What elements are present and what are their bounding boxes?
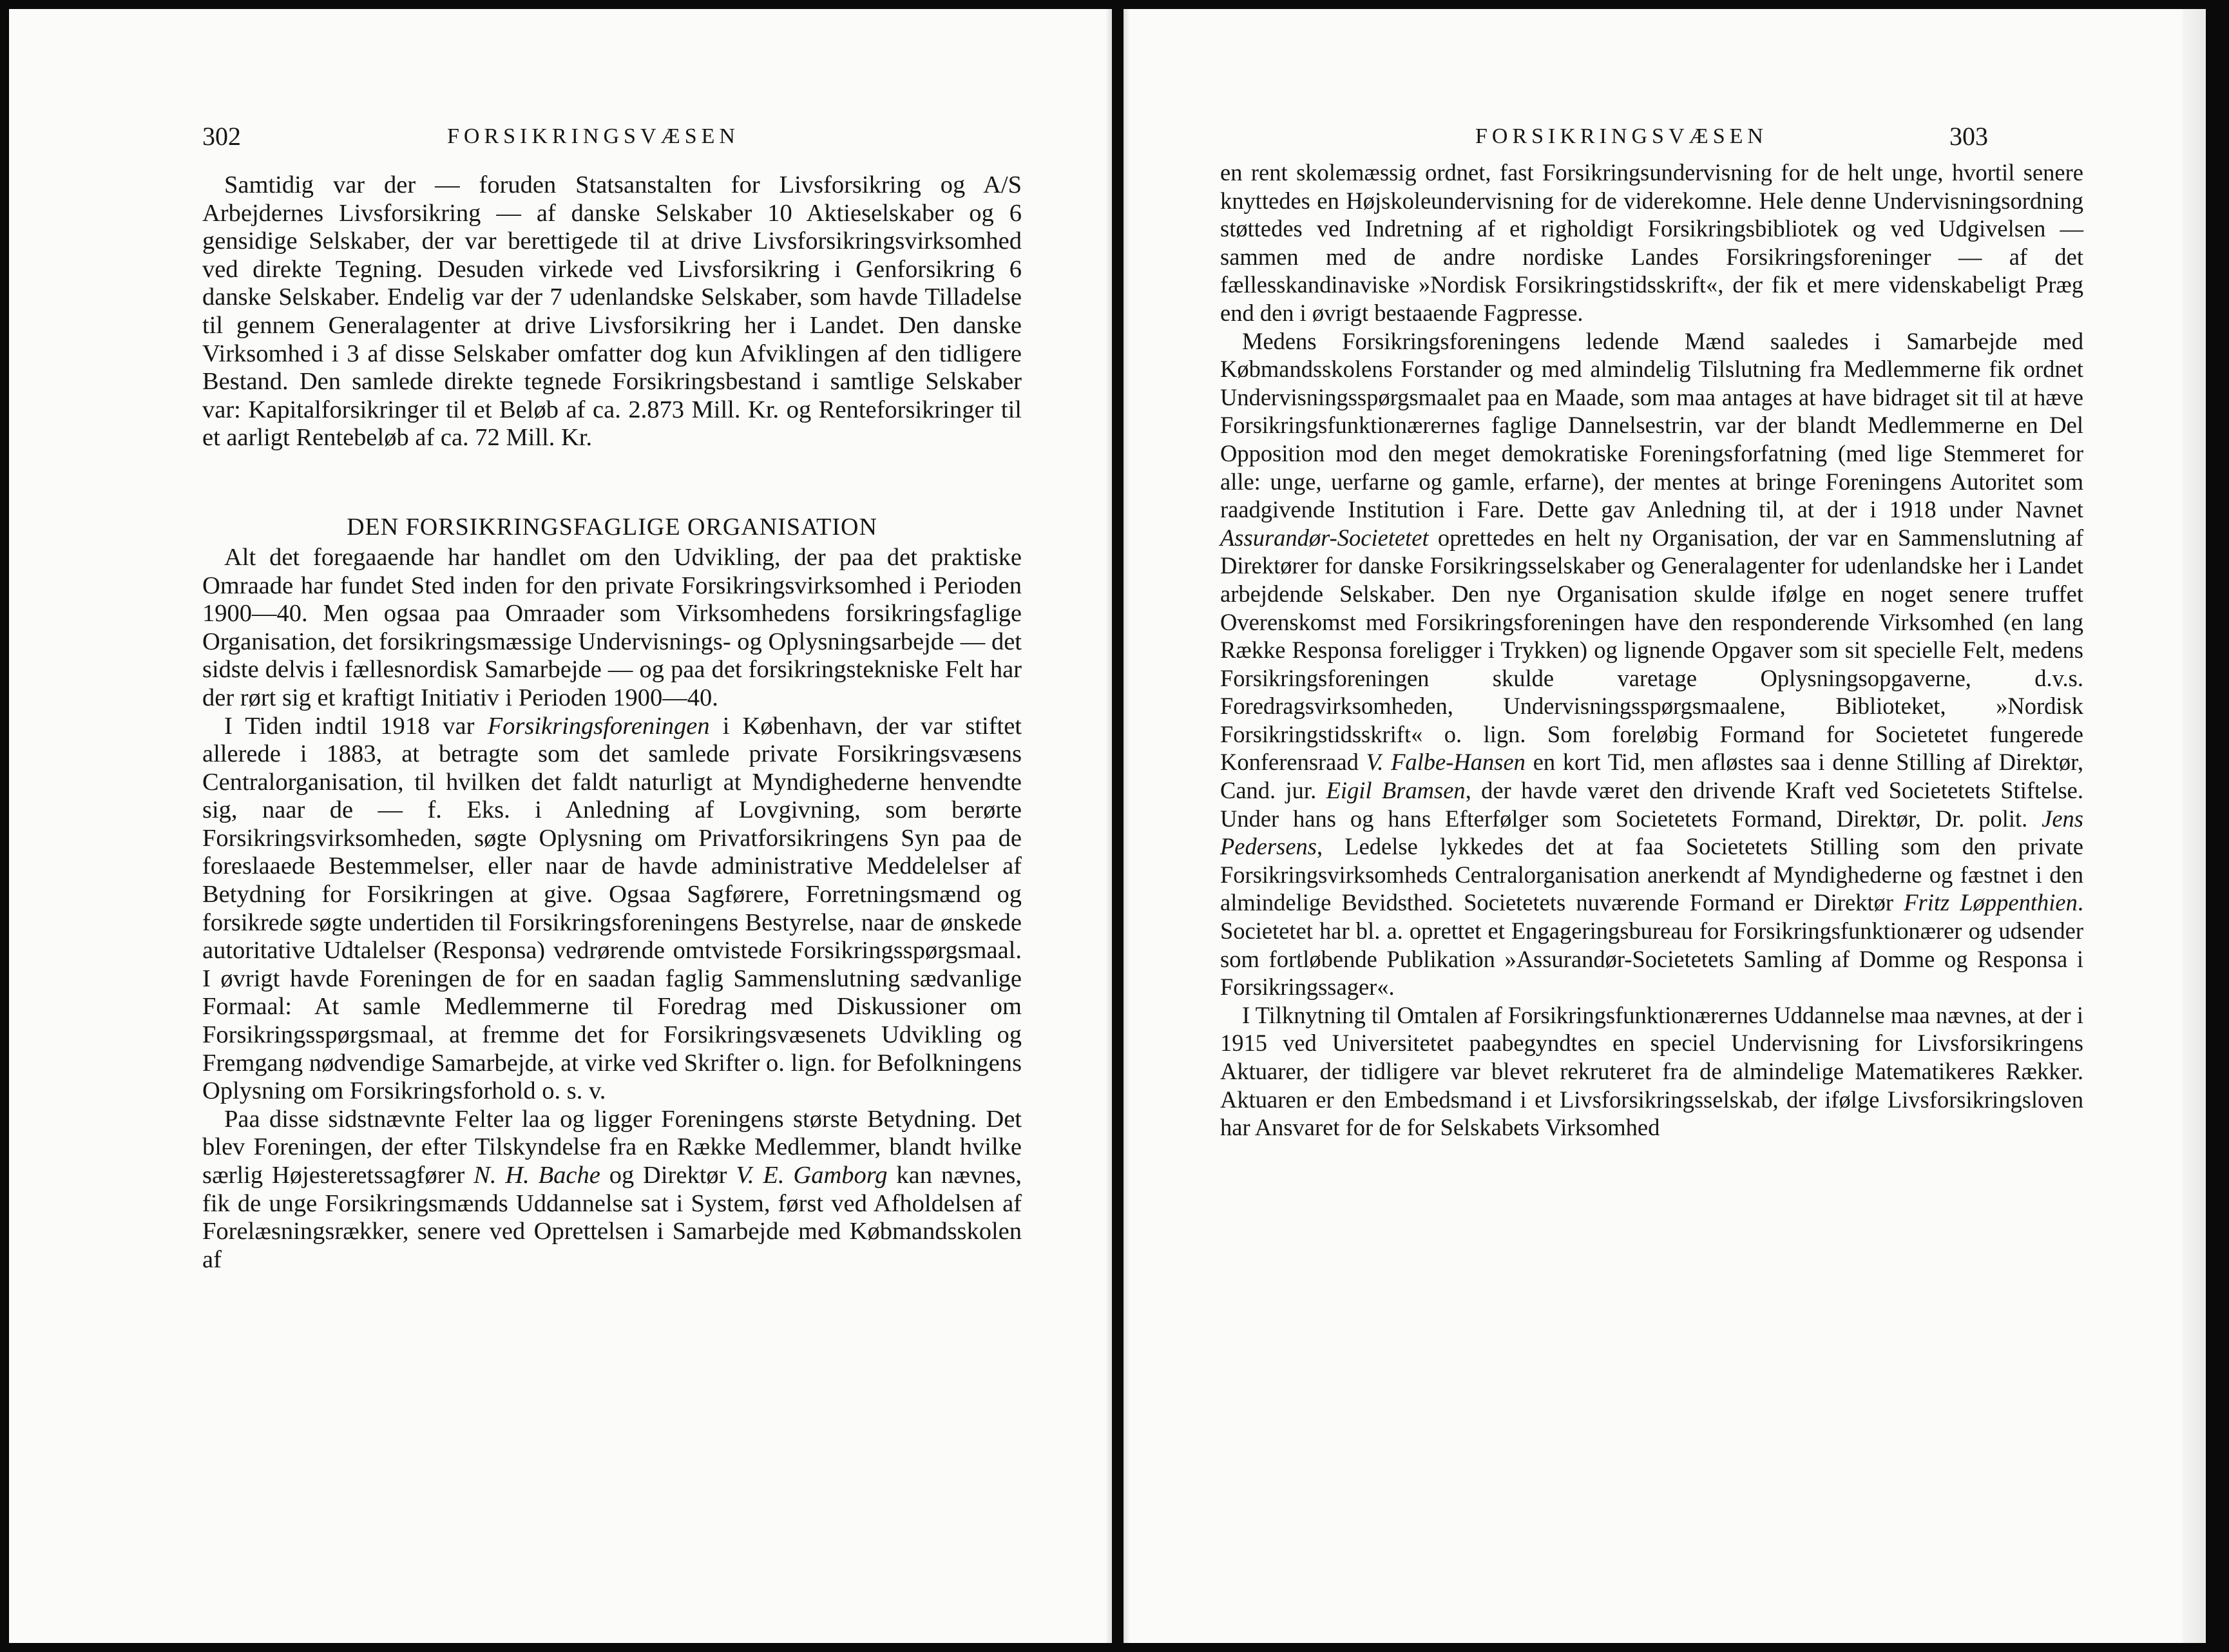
text-run: Paa disse sidstnævnte Felter laa og ligger Foreningens største Betydning. Det blev Foreningen, der efter Tilskyndelse fra en Række Medlemmer, blandt hvilke særlig Højesteretssagfører (202, 1105, 1022, 1189)
page-number: 302 (202, 122, 241, 151)
paragraph (202, 1106, 1022, 1274)
intro-paragraph: Samtidig var der — foruden Statsanstalten for Livsforsikring og A/S Arbejdernes Livsforsikring — af danske Selskaber 10 Aktieselskaber og 6 gensidige Selskaber, der var berettigede til at drive Livsforsikringsvirksomhed ved direkte Tegning. Desuden virkede ved Livsforsikring i Genforsikring 6 danske Selskaber. Endelig var der 7 udenlandske Selskaber, som havde Tilladelse til gennem Generalagenter at drive Livsforsikring her i Landet. Den danske Virksomhed i 3 af disse Selskaber omfatter dog kun Afviklingen af den tidligere Bestand. Den samlede direkte tegnede Forsikringsbestand i samtlige Selskaber var: Kapitalforsikringer til et Beløb af ca. 2.873 Mill. Kr. og Renteforsikringer til et aarligt Rentebeløb af ca. 72 Mill. Kr. (202, 171, 1022, 452)
italic-name: V. E. Gamborg (736, 1162, 888, 1189)
text-run: i København, der var stiftet allerede i 1883, at betragte som det samlede private Forsikringsvæsens Centralorganisation, til hvilken det faldt naturligt at Myndighederne henvendte sig, naar de — f. Eks. i Anledning af Lovgivning, som berørte Forsikringsvirksomheden, søgte Oplysning om Privatforsikringens Syn paa de foreslaaede Bestemmelser, eller naar de havde administrative Meddelelser af Betydning for Forsikringen at give. Ogsaa Sagførere, Forretningsmænd og forsikrede søgte undertiden til Forsikringsforeningens Bestyrelse, naar de ønskede autoritative Udtalelser (Responsa) vedrørende omtvistede Forsikringsspørgsmaal. I øvrigt havde Foreningen de for en saadan faglig Sammenslutning sædvanlige Formaal: At samle Medlemmerne til Foredrag med Diskussioner om Forsikringsspørgsmaal, at fremme det for Forsikringsvæsenets Udvikling og Fremgang nødvendige Samarbejde, at virke ved Skrifter o. lign. for Befolkningens Oplysning om Forsikringsforhold o. s. v. (202, 712, 1022, 1105)
right-page (1124, 9, 2206, 1643)
left-page (9, 9, 1112, 1643)
right-page-body (1220, 158, 2083, 1142)
paragraph (202, 713, 1022, 1106)
italic-name: V. Falbe-Hansen (1366, 749, 1526, 776)
page-number: 303 (1949, 122, 1988, 151)
italic-term: Forsikringsforeningen (487, 712, 710, 740)
paragraph: I Tilknytning til Omtalen af Forsikringsfunktionærernes Uddannelse maa nævnes, at der i 1915 ved Universitetet paabegyndtes en speciel Undervisning for Livsforsikringens Aktuarer, der tidligere var blevet rekruteret fra de almindelige Matematikeres Rækker. Aktuaren er den Embedsmand i et Livsforsikringsselskab, der ifølge Livsforsikringsloven har Ansvaret for de for Selskabets Virksomhed (1220, 1001, 2083, 1141)
text-run: , der havde været den drivende Kraft ved Societetets Stiftelse. Under hans og hans Efterfølger som Societetets Formand, Direktør, Dr. polit. (1220, 777, 2083, 832)
running-head: FORSIKRINGSVÆSEN (447, 124, 740, 148)
italic-name: Jens Pedersens (1220, 805, 2083, 860)
gutter-shadow (1124, 9, 1130, 1643)
italic-name: N. H. Bache (474, 1162, 600, 1189)
left-page-body (202, 171, 1022, 1274)
text-run: en kort Tid, men afløstes saa i denne Stilling af Direktør, Cand. jur. (1220, 749, 2083, 804)
section-heading: DEN FORSIKRINGSFAGLIGE ORGANISATION (347, 513, 877, 541)
text-run: oprettedes en helt ny Organisation, der var en Sammenslutning af Direktører for danske Forsikringsselskaber og Generalagenter for udenlandske her i Landet arbejdende Selskaber. Den nye Organisation skulde ifølge en noget senere truffet Overenskomst med Forsikringsforeningen have den responderende Virksomhed (en lang Række Responsa foreligger i Trykken) og lignende Opgaver som sit specielle Felt, medens Forsikringsforeningen skulde varetage Oplysningsopgaverne, d.v.s. Foredragsvirksomheden, Undervisningsspørgsmaalene, Biblioteket, »Nordisk Forsikringstidsskrift« o. lign. Som foreløbig Formand for Societetet fungerede Konferensraad (1220, 524, 2083, 776)
text-run: Medens Forsikringsforeningens ledende Mænd saaledes i Samarbejde med Købmandsskolens Forstander og med almindelig Tilslutning fra Medlemmerne fik ordnet Undervisningsspørgsmaalet paa en Maade, som maa antages at have bidraget sit til at hæve Forsikringsfunktionærernes faglige Dannelsestrin, var der blandt Medlemmerne en Del Opposition mod den meget demokratiske Foreningsforfatning (med lige Stemmeret for alle: unge, uerfarne og gamle, erfarne), der mentes at bringe Foreningens Autoritet som raadgivende Institution i Fare. Dette gav Anledning til, at der i 1918 under Navnet (1220, 327, 2083, 523)
text-run: og Direktør (600, 1162, 736, 1189)
italic-name: Fritz Løppenthien (1904, 889, 2078, 916)
paragraph (1220, 327, 2083, 1001)
italic-name: Eigil Bramsen (1326, 777, 1466, 804)
italic-term: Assurandør-Societetet (1220, 524, 1429, 551)
running-head: FORSIKRINGSVÆSEN (1475, 124, 1768, 148)
paragraph: en rent skolemæssig ordnet, fast Forsikringsundervisning for de helt unge, hvortil senere knyttedes en Højskoleundervisning for de viderekomne. Hele denne Undervisningsordning støttedes ved Indretning af et righoldigt Forsikringsbibliotek og ved Udgivelsen — sammen med de andre nordiske Landes Forsikringsforeninger — af det fællesskandinaviske »Nordisk Forsikringstidsskrift«, der fik et mere videnskabeligt Præg end den i øvrigt bestaaende Fagpresse. (1220, 159, 2083, 326)
text-run: , Ledelse lykkedes det at faa Societetets Stilling som den private Forsikringsvirksomheds Centralorganisation anerkendt af Myndighederne og fæstnet i den almindelige Bevidsthed. Societetets nuværende Formand er Direktør (1220, 833, 2083, 916)
text-run: I Tiden indtil 1918 var (224, 712, 488, 740)
text-run: . Societetet har bl. a. oprettet et Engageringsbureau for Forsikringsfunktionærer og udsender som fortløbende Publikation »Assurandør-Societetets Samling af Domme og Responsa i Forsikringssager«. (1220, 889, 2083, 1001)
gutter-shadow (1105, 9, 1112, 1643)
paragraph: Alt det foregaaende har handlet om den Udvikling, der paa det praktiske Omraade har fundet Sted inden for den private Forsikringsvirksomhed i Perioden 1900—40. Men ogsaa paa Omraader som Virksomhedens forsikringsfaglige Organisation, det forsikringsmæssige Undervisnings- og Oplysningsarbejde — det sidste delvis i fællesnordisk Samarbejde — og paa det forsikringstekniske Felt har der rørt sig et kraftigt Initiativ i Perioden 1900—40. (202, 543, 1022, 711)
text-run: kan nævnes, fik de unge Forsikringsmænds Uddannelse sat i System, først ved Afholdelsen af Forelæsningsrækker, senere ved Oprettelsen i Samarbejde med Købmandsskolen af (202, 1162, 1022, 1273)
page-edge (2183, 9, 2206, 1643)
